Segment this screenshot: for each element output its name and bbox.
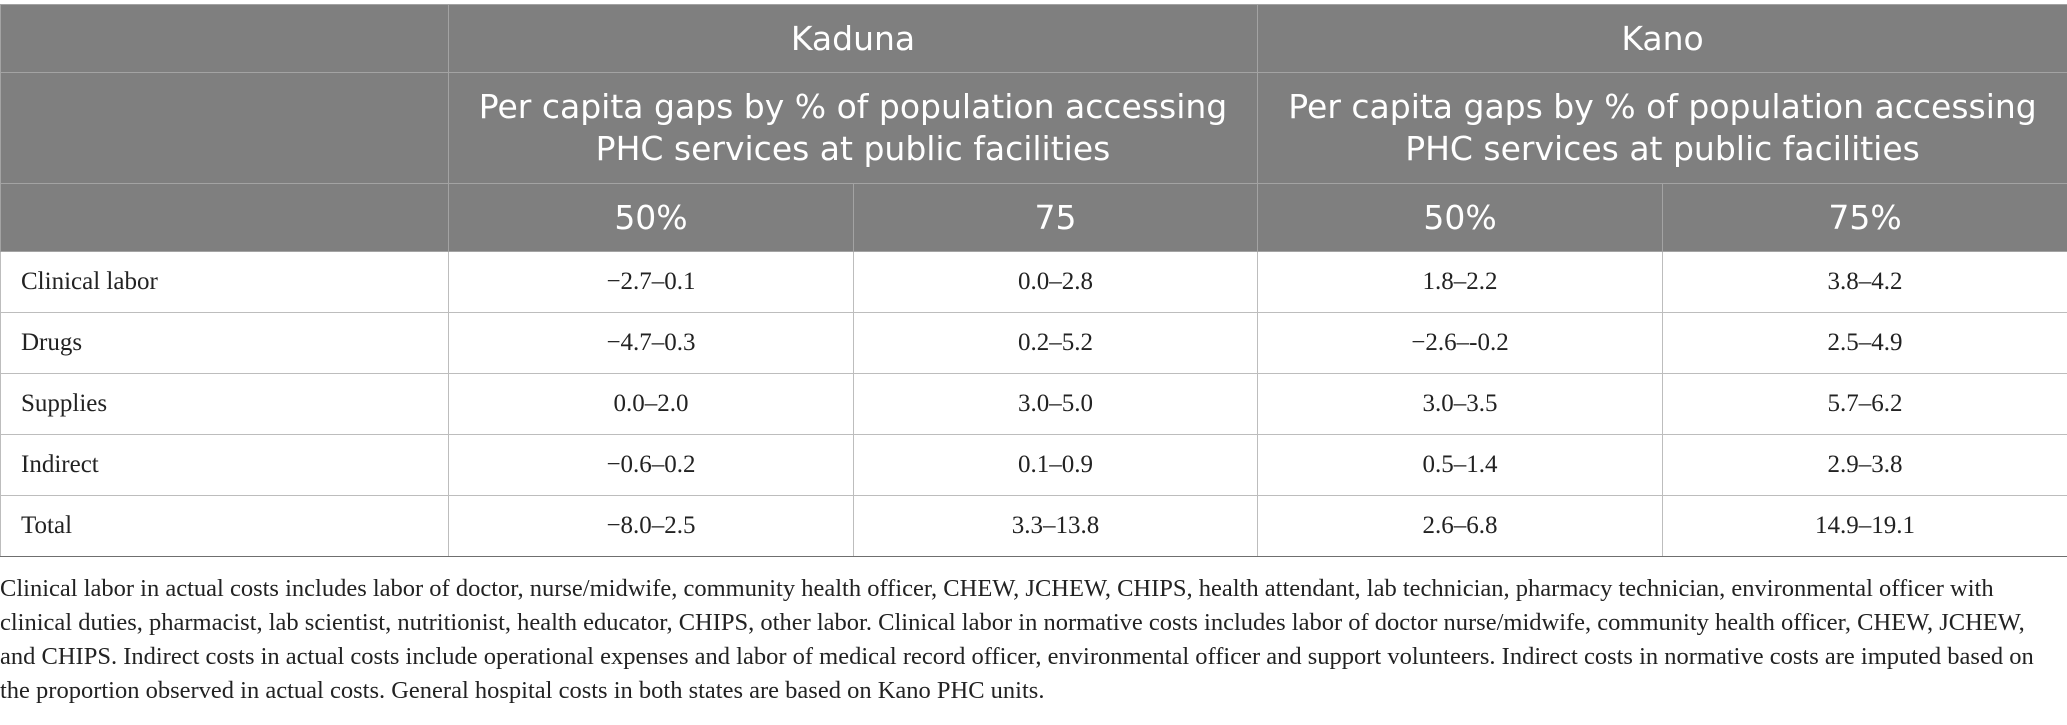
table-cell: −4.7–0.3 <box>449 313 854 374</box>
column-header-kaduna-50: 50% <box>449 184 854 252</box>
table-row <box>1 313 2067 374</box>
table-cell: 14.9–19.1 <box>1663 496 2067 557</box>
table-cell: 3.0–3.5 <box>1258 374 1663 435</box>
table-cell: 5.7–6.2 <box>1663 374 2067 435</box>
state-heading-kaduna: Kaduna <box>449 5 1258 73</box>
table-cell: 1.8–2.2 <box>1258 252 1663 313</box>
subheading-kano: Per capita gaps by % of population accessing PHC services at public facilities <box>1258 73 2067 184</box>
table-cell: 3.0–5.0 <box>854 374 1258 435</box>
header-blank-cell <box>1 5 449 73</box>
table-cell: 0.1–0.9 <box>854 435 1258 496</box>
row-label: Indirect <box>1 435 449 496</box>
table-row <box>1 374 2067 435</box>
table-cell: 3.3–13.8 <box>854 496 1258 557</box>
column-header-kano-50: 50% <box>1258 184 1663 252</box>
table-cell: −8.0–2.5 <box>449 496 854 557</box>
table-body <box>1 252 2067 557</box>
column-header-kaduna-75: 75 <box>854 184 1258 252</box>
state-heading-kano: Kano <box>1258 5 2067 73</box>
table-cell: 2.5–4.9 <box>1663 313 2067 374</box>
table-cell: 2.9–3.8 <box>1663 435 2067 496</box>
table-cell: −2.7–0.1 <box>449 252 854 313</box>
row-label: Clinical labor <box>1 252 449 313</box>
table-container <box>0 4 2067 557</box>
column-header-kano-75: 75% <box>1663 184 2067 252</box>
table-cell: −2.6–-0.2 <box>1258 313 1663 374</box>
table-row <box>1 252 2067 313</box>
table-header <box>1 5 2067 252</box>
table-cell: 2.6–6.8 <box>1258 496 1663 557</box>
row-label: Drugs <box>1 313 449 374</box>
table-footnote: Clinical labor in actual costs includes labor of doctor, nurse/midwife, community health officer, CHEW, JCHEW, CHIPS, health attendant, lab technician, pharmacy technician, environmental officer with clinical duties, pharmacist, lab scientist, nutritionist, health educator, CHIPS, other labor. Clinical labor in normative costs includes labor of doctor nurse/midwife, community health officer, CHEW, JCHEW, and CHIPS. Indirect costs in actual costs include operational expenses and labor of medical record officer, environmental officer and support volunteers. Indirect costs in normative costs are imputed based on the proportion observed in actual costs. General hospital costs in both states are based on Kano PHC units. <box>0 575 2034 704</box>
row-label: Supplies <box>1 374 449 435</box>
table-cell: −0.6–0.2 <box>449 435 854 496</box>
header-blank-cell <box>1 184 449 252</box>
table-cell: 0.2–5.2 <box>854 313 1258 374</box>
cost-gap-table <box>0 4 2067 557</box>
table-cell: 0.0–2.8 <box>854 252 1258 313</box>
table-cell: 0.5–1.4 <box>1258 435 1663 496</box>
table-cell: 3.8–4.2 <box>1663 252 2067 313</box>
table-cell: 0.0–2.0 <box>449 374 854 435</box>
row-label: Total <box>1 496 449 557</box>
table-row <box>1 496 2067 557</box>
subheading-kaduna: Per capita gaps by % of population accessing PHC services at public facilities <box>449 73 1258 184</box>
table-row <box>1 435 2067 496</box>
header-blank-cell <box>1 73 449 184</box>
